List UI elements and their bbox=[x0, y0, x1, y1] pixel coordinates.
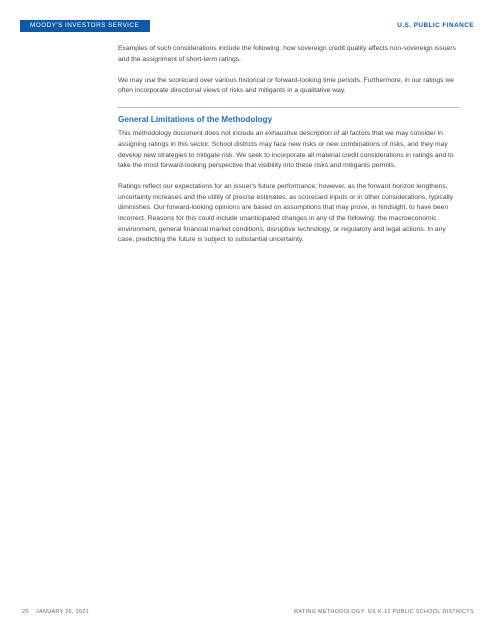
page-number: 20 bbox=[22, 609, 29, 615]
document-title: RATING METHODOLOGY: US K-12 PUBLIC SCHOOL DISTRICTS bbox=[294, 609, 474, 615]
paragraph-limitations: This methodology document does not include an exhaustive description of all factors that we may consider in assigning ratings in this sector. School districts may face new risks or new combinations of risks, and they may develop new strategies to mitigate risk. We seek to incorporate all material credit considerations in ratings and to take the most forward-looking perspective that visibility into these risks and mitigants permits. bbox=[118, 130, 454, 170]
page-footer bbox=[22, 608, 474, 616]
publisher-name: MOODY'S INVESTORS SERVICE bbox=[30, 22, 140, 29]
paragraph-forward-looking: Ratings reflect our expectations for an issuer's future performance; however, as the forward horizon lengthens, uncertainty increases and the utility of precise estimates, as scorecard inputs or in other considerations, typically diminishes. Our forward-looking opinions are based on assumptions that may prove, in hindsight, to have been incorrect. Reasons for this could include unanticipated changes in any of the following: the macroeconomic environment, general financial market conditions, disruptive technology, or regulatory and legal actions. In any case, predicting the future is subject to substantial uncertainty. bbox=[118, 183, 454, 244]
publication-date: JANUARY 26, 2021 bbox=[36, 609, 90, 615]
section-divider bbox=[118, 107, 460, 108]
section-heading: General Limitations of the Methodology bbox=[118, 115, 273, 125]
paragraph-considerations: Examples of such considerations include the following: how sovereign credit quality affects non-sovereign issuers and the assignment of short-term ratings. bbox=[118, 45, 456, 63]
publisher-banner bbox=[20, 20, 150, 32]
paragraph-scorecard-periods: We may use the scorecard over various historical or forward-looking time periods. Furthermore, in our ratings we often incorporate directional views of risks and mitigants in a qualitative way. bbox=[118, 76, 455, 95]
sector-label: U.S. PUBLIC FINANCE bbox=[397, 22, 474, 29]
page-body bbox=[118, 44, 460, 256]
